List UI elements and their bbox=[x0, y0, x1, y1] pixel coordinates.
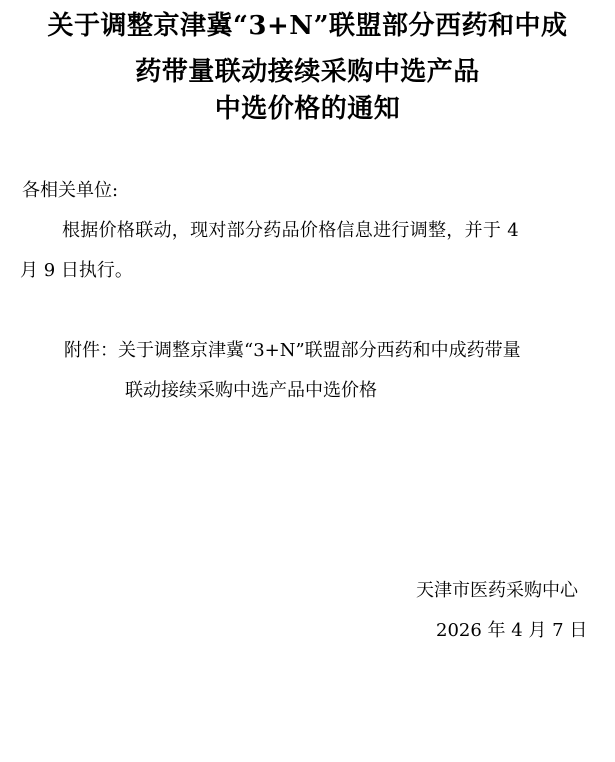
attachment-line-1[interactable]: 附件：关于调整京津冀“3+N”联盟部分西药和中成药带量 bbox=[64, 340, 521, 361]
issue-date: 2026 年 4 月 7 日 bbox=[436, 620, 588, 641]
attachment-line-2[interactable]: 联动接续采购中选产品中选价格 bbox=[125, 380, 377, 401]
notice-title-line-2: 药带量联动接续采购中选产品 bbox=[135, 57, 480, 87]
body-paragraph-line-2: 月 9 日执行。 bbox=[20, 260, 133, 281]
body-paragraph-line-1: 根据价格联动，现对部分药品价格信息进行调整，并于 4 bbox=[62, 220, 519, 241]
issuing-organization: 天津市医药采购中心 bbox=[416, 580, 578, 601]
notice-title-line-3: 中选价格的通知 bbox=[214, 94, 401, 124]
notice-title-line-1: 关于调整京津冀“3+N”联盟部分西药和中成 bbox=[47, 11, 568, 41]
salutation: 各相关单位: bbox=[22, 180, 119, 201]
